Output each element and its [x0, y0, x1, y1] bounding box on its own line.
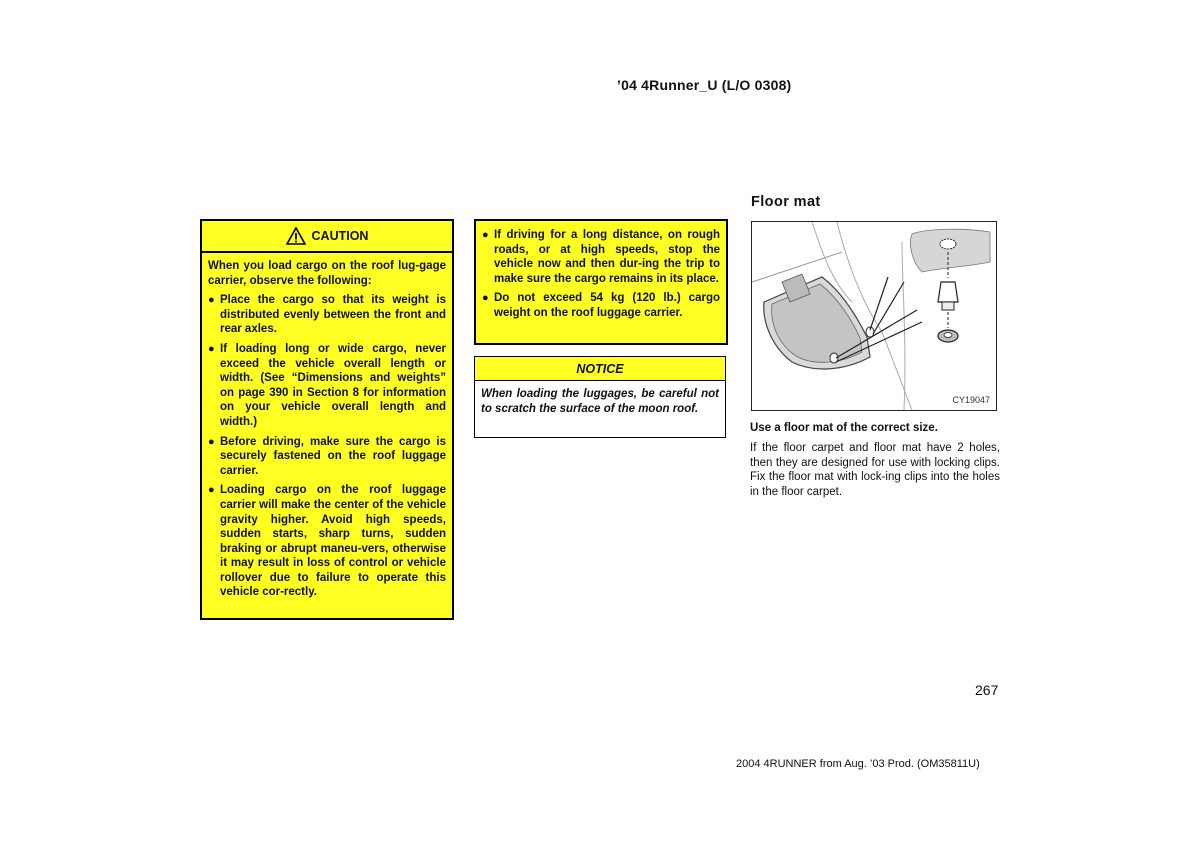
bullet-icon: ● — [482, 292, 489, 305]
notice-box — [474, 356, 726, 438]
section-title: Floor mat — [751, 194, 821, 210]
caution-header — [202, 221, 452, 253]
caution-body — [202, 253, 452, 600]
bullet-icon: ● — [208, 294, 215, 307]
list-item: ● Place the cargo so that its weight is distributed evenly between the front and rear axles. — [208, 294, 446, 336]
caution-continued-body — [476, 221, 726, 321]
notice-title: NOTICE — [475, 357, 725, 381]
bullet-icon: ● — [208, 342, 215, 355]
caution-intro: When you load cargo on the roof lug-gage carrier, observe the following: — [208, 260, 446, 287]
list-item: ● If driving for a long distance, on rough roads, or at high speeds, stop the vehicle now and then dur-ing the trip to make sure the cargo remains in its place. — [482, 229, 720, 285]
notice-text: When loading the luggages, be careful not to scratch the surface of the moon roof. — [481, 388, 719, 415]
page-footer: 2004 4RUNNER from Aug. ’03 Prod. (OM35811U) — [736, 758, 980, 770]
bullet-icon: ● — [208, 484, 215, 497]
list-item: ● Loading cargo on the roof luggage carrier will make the center of the vehicle gravity higher. Avoid high speeds, sudden starts, sharp turns, sudden braking or abrupt maneu-vers, otherwise it may result in loss of control or vehicle rollover due to failure to operate this vehicle cor-rectly. — [208, 484, 446, 599]
floor-mat-drawing — [752, 222, 996, 410]
list-item: ● Do not exceed 54 kg (120 lb.) cargo weight on the roof luggage carrier. — [482, 292, 720, 319]
warning-triangle-icon — [286, 227, 306, 245]
bullet-icon: ● — [482, 229, 489, 241]
page-header: ’04 4Runner_U (L/O 0308) — [617, 77, 792, 93]
floor-mat-illustration — [751, 221, 997, 411]
bullet-icon: ● — [208, 435, 215, 448]
list-item: ● Before driving, make sure the cargo is securely fastened on the roof luggage carrier. — [208, 435, 446, 477]
caution-continued-box — [474, 219, 728, 345]
floor-mat-subheading: Use a floor mat of the correct size. — [750, 422, 938, 434]
floor-mat-text: If the floor carpet and floor mat have 2 holes, then they are designed for use with locking clips. Fix the floor mat with lock-ing clips into the holes in the floor carpet. — [750, 442, 1000, 498]
caution-box — [200, 219, 454, 620]
list-item: ● If loading long or wide cargo, never exceed the vehicle overall length or width. (See “Dimensions and weights” on page 390 in Section 8 for information on your vehicle overall length and width.) — [208, 342, 446, 428]
figure-code: CY19047 — [952, 395, 990, 405]
page-number: 267 — [975, 682, 999, 698]
caution-title: CAUTION — [311, 229, 369, 243]
